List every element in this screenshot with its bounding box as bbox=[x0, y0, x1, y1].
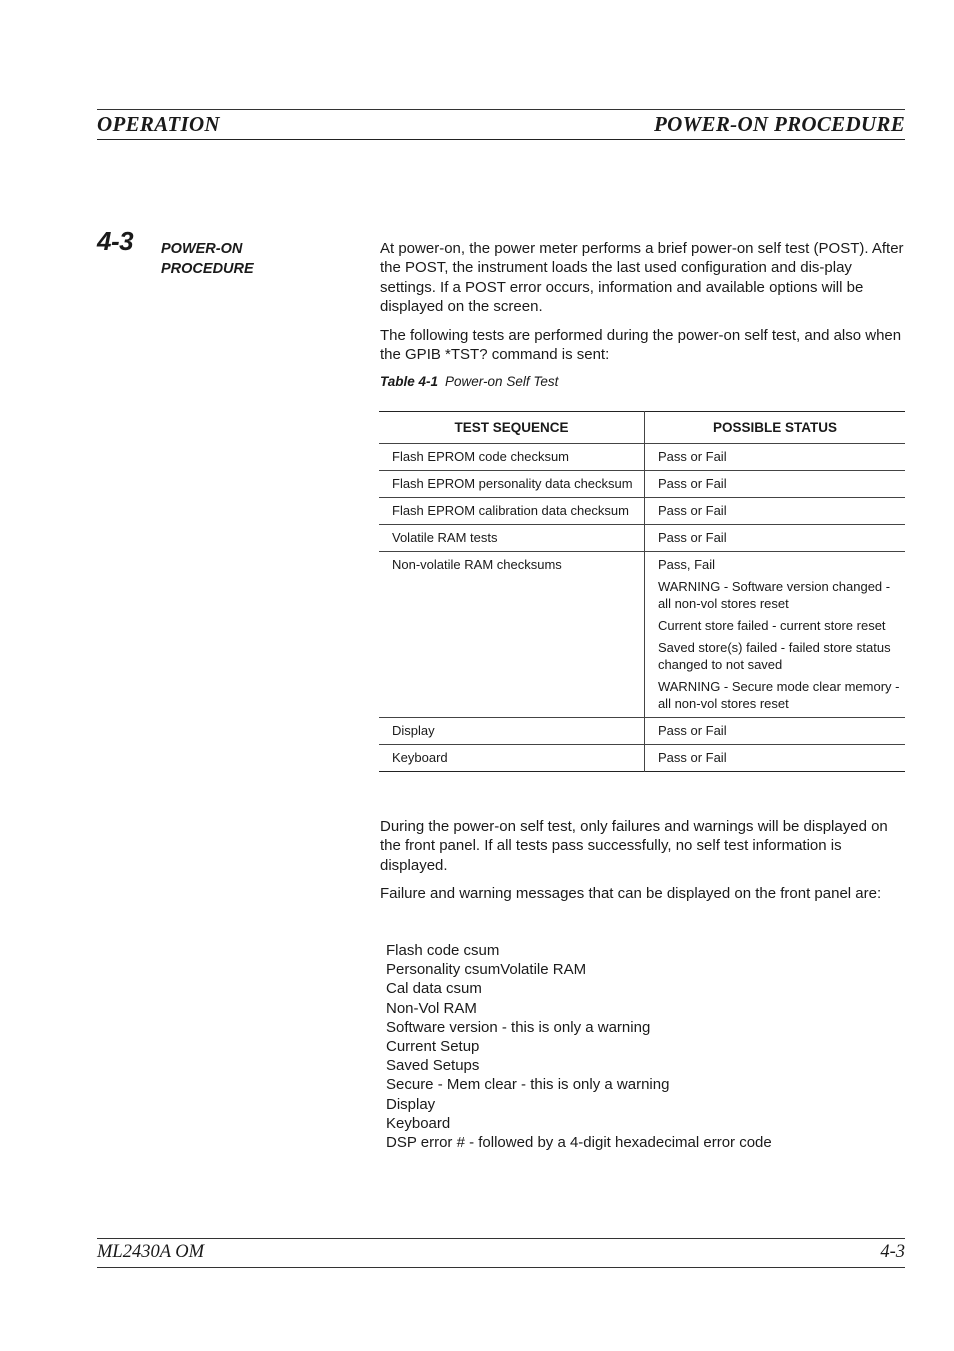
possible-status-cell bbox=[644, 471, 905, 498]
table-row bbox=[379, 718, 905, 745]
possible-status-cell bbox=[644, 718, 905, 745]
message-item: Current Setup bbox=[386, 1038, 480, 1056]
table-row bbox=[379, 498, 905, 525]
status-line: Current store failed - current store reset bbox=[657, 618, 886, 633]
status-line: Pass or Fail bbox=[657, 449, 727, 464]
status-line: Saved store(s) failed - failed store status changed to not saved bbox=[657, 640, 891, 672]
table-row bbox=[379, 471, 905, 498]
failures-paragraph bbox=[380, 817, 905, 875]
possible-status-cell bbox=[644, 745, 905, 772]
possible-status-cell bbox=[644, 498, 905, 525]
message-item: Software version - this is only a warning bbox=[386, 1018, 651, 1036]
table-body bbox=[379, 444, 905, 772]
test-sequence-cell: Flash EPROM personality data checksum bbox=[379, 471, 644, 498]
footer-page-number: 4-3 bbox=[880, 1242, 905, 1262]
paragraph-text: Failure and warning messages that can be displayed on the front panel are: bbox=[380, 885, 882, 902]
possible-status-cell bbox=[644, 552, 905, 718]
table-caption-number: Table 4-1 bbox=[380, 374, 439, 389]
status-line: WARNING - Software version changed - all non-vol stores reset bbox=[657, 579, 891, 611]
paragraph-text: At power-on, the power meter performs a brief power-on self test (POST). After the POST, the instrument loads the last used configuration and dis-play settings. If a POST error occurs, information and available options will be displayed on the screen. bbox=[380, 240, 904, 315]
col-header-test-sequence: TEST SEQUENCE bbox=[379, 412, 644, 444]
status-line: WARNING - Secure mode clear memory - all non-vol stores reset bbox=[657, 679, 900, 711]
table-row bbox=[379, 525, 905, 552]
message-item: DSP error # - followed by a 4-digit hexadecimal error code bbox=[386, 1134, 772, 1152]
table-caption-title: Power-on Self Test bbox=[445, 374, 559, 389]
test-sequence-cell: Keyboard bbox=[379, 745, 644, 772]
possible-status-cell bbox=[644, 525, 905, 552]
test-sequence-cell: Flash EPROM calibration data checksum bbox=[379, 498, 644, 525]
section-title-line2: PROCEDURE bbox=[161, 260, 254, 277]
header-chapter: OPERATION bbox=[97, 112, 220, 136]
footer-manual-title: ML2430A OM bbox=[97, 1242, 205, 1262]
message-item: Non-Vol RAM bbox=[386, 999, 477, 1017]
test-sequence-cell: Non-volatile RAM checksums bbox=[379, 552, 644, 718]
table-header-row bbox=[379, 412, 905, 444]
message-item: Flash code csum bbox=[386, 942, 500, 959]
self-test-table bbox=[379, 411, 905, 772]
status-line: Pass or Fail bbox=[657, 530, 727, 545]
test-sequence-cell: Volatile RAM tests bbox=[379, 525, 644, 552]
message-item: Display bbox=[386, 1095, 436, 1113]
page-header bbox=[97, 109, 905, 140]
col-header-possible-status: POSSIBLE STATUS bbox=[644, 412, 905, 444]
test-sequence-cell: Display bbox=[379, 718, 644, 745]
section-number: 4-3 bbox=[97, 226, 134, 256]
table-caption bbox=[380, 374, 558, 389]
paragraph-text: During the power-on self test, only failures and warnings will be displayed on the front panel. If all tests pass successfully, no self test information is displayed. bbox=[380, 818, 888, 874]
message-item: Cal data csum bbox=[386, 980, 482, 998]
tests-paragraph bbox=[380, 326, 905, 365]
paragraph-text: The following tests are performed during the power-on self test, and also when the GPIB *TST? command is sent: bbox=[380, 327, 902, 364]
section-title bbox=[161, 240, 321, 279]
status-line: Pass or Fail bbox=[657, 503, 727, 518]
table-row bbox=[379, 444, 905, 471]
table-row bbox=[379, 552, 905, 718]
section-title-line1: POWER-ON bbox=[161, 241, 243, 257]
page-footer bbox=[97, 1238, 905, 1268]
status-line: Pass, Fail bbox=[657, 557, 716, 572]
message-item: Personality csumVolatile RAM bbox=[386, 961, 587, 979]
possible-status-cell bbox=[644, 444, 905, 471]
status-line: Pass or Fail bbox=[657, 723, 727, 738]
message-list bbox=[386, 941, 772, 1152]
table-row bbox=[379, 745, 905, 772]
intro-paragraph bbox=[380, 239, 905, 316]
message-item: Keyboard bbox=[386, 1114, 451, 1132]
test-sequence-cell: Flash EPROM code checksum bbox=[379, 444, 644, 471]
header-section: POWER-ON PROCEDURE bbox=[653, 112, 905, 136]
status-line: Pass or Fail bbox=[657, 476, 727, 491]
message-item: Saved Setups bbox=[386, 1057, 480, 1075]
message-item: Secure - Mem clear - this is only a warning bbox=[386, 1076, 670, 1094]
messages-intro-paragraph bbox=[380, 884, 905, 903]
status-line: Pass or Fail bbox=[657, 750, 727, 765]
